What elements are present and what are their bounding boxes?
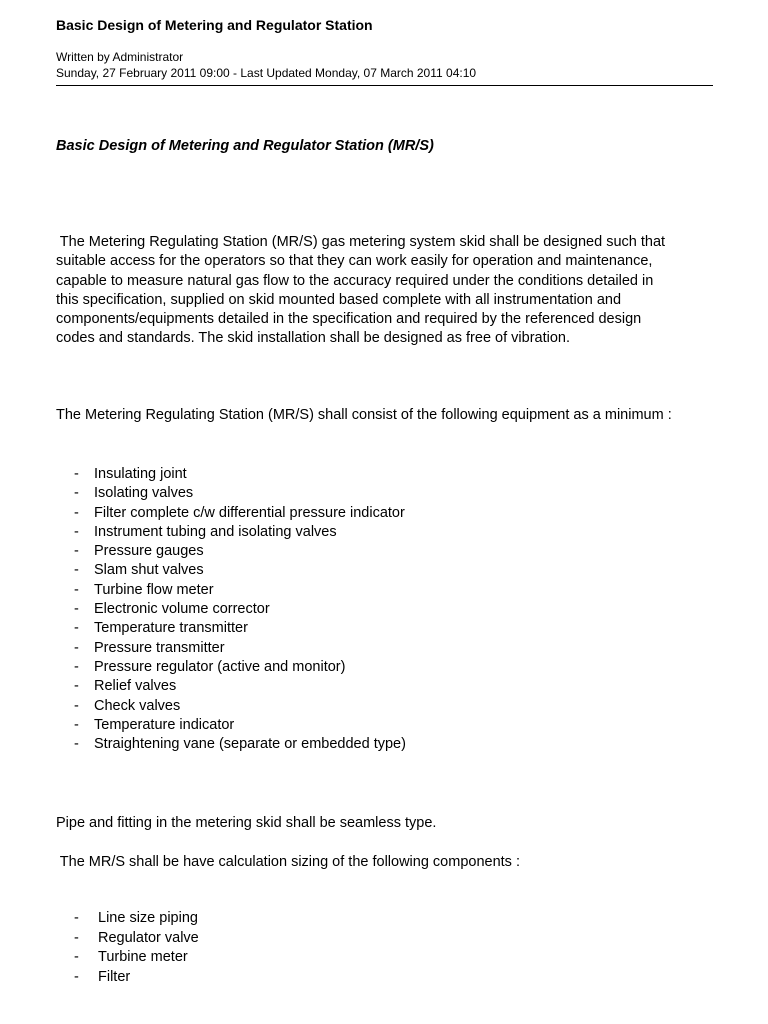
intro-line: codes and standards. The skid installation shall be designed as free of vibration. [56, 330, 570, 347]
equipment-list [56, 465, 406, 754]
bullet-dash: - [74, 968, 79, 985]
intro-line: The Metering Regulating Station (MR/S) gas metering system skid shall be designed such that [56, 234, 666, 250]
bullet-dash: - [74, 562, 79, 579]
list-item-label: Isolating valves [94, 485, 194, 502]
sizing-intro-text: The MR/S shall be have calculation sizing of the following components : [56, 854, 520, 870]
bullet-dash: - [74, 601, 79, 618]
list-item-label: Turbine flow meter [94, 581, 214, 598]
intro-line: this specification, supplied on skid mounted based complete with all instrumentation and [56, 291, 622, 308]
bullet-dash: - [74, 466, 79, 482]
list-item [56, 600, 406, 619]
list-item-label: Pressure regulator (active and monitor) [94, 658, 346, 675]
list-item [56, 504, 406, 523]
intro-paragraph [56, 233, 736, 349]
bullet-dash: - [74, 716, 79, 733]
document-header-title: Basic Design of Metering and Regulator Station [56, 17, 373, 33]
header-divider [56, 85, 713, 86]
list-item-label: Instrument tubing and isolating valves [94, 523, 337, 540]
bullet-dash: - [74, 697, 79, 714]
date-line: Sunday, 27 February 2011 09:00 - Last Updated Monday, 07 March 2011 04:10 [56, 66, 477, 80]
list-item [56, 542, 406, 561]
list-item-label: Regulator valve [98, 929, 199, 946]
intro-line: capable to measure natural gas flow to the accuracy required under the conditions detailed in [56, 272, 654, 289]
list-item-label: Temperature indicator [94, 716, 235, 733]
intro-line: components/equipments detailed in the specification and required by the referenced design [56, 311, 642, 328]
list-item [56, 658, 406, 677]
list-item-label: Slam shut valves [94, 562, 204, 579]
list-item [56, 697, 406, 716]
list-item [56, 929, 199, 949]
pipe-fitting-text: Pipe and fitting in the metering skid shall be seamless type. [56, 815, 437, 831]
author-line: Written by Administrator [56, 50, 184, 64]
list-item-label: Filter complete c/w differential pressure indicator [94, 504, 405, 521]
bullet-dash: - [74, 949, 79, 965]
list-item [56, 561, 406, 580]
list-item-label: Relief valves [94, 678, 177, 695]
bullet-dash: - [74, 929, 79, 946]
list-item [56, 465, 406, 484]
list-item-label: Check valves [94, 697, 181, 714]
list-item-label: Temperature transmitter [94, 620, 248, 637]
bullet-dash: - [74, 581, 79, 598]
bullet-dash: - [74, 910, 79, 926]
intro-line: suitable access for the operators so that they can work easily for operation and maintenance, [56, 253, 653, 270]
document-meta [56, 49, 476, 81]
bullet-dash: - [74, 485, 79, 502]
bullet-dash: - [74, 658, 79, 675]
list-item-label: Pressure transmitter [94, 639, 225, 656]
list-item [56, 909, 199, 929]
article-heading: Basic Design of Metering and Regulator Station (MR/S) [56, 138, 434, 154]
list-item-label: Turbine meter [98, 949, 188, 965]
bullet-dash: - [74, 543, 79, 560]
list-item [56, 619, 406, 638]
list-item-label: Filter [98, 968, 131, 985]
bullet-dash: - [74, 523, 79, 540]
list-item [56, 523, 406, 542]
list-item-label: Pressure gauges [94, 543, 204, 560]
list-item [56, 677, 406, 696]
list-item [56, 639, 406, 658]
list-item [56, 716, 406, 735]
list-item-label: Electronic volume corrector [94, 601, 270, 618]
bullet-dash: - [74, 639, 79, 656]
list-item [56, 968, 199, 988]
bullet-dash: - [74, 736, 79, 753]
list-item-label: Insulating joint [94, 466, 187, 482]
bullet-dash: - [74, 504, 79, 521]
list-item [56, 484, 406, 503]
bullet-dash: - [74, 620, 79, 637]
list-item-label: Straightening vane (separate or embedded type) [94, 736, 406, 753]
list-item [56, 581, 406, 600]
equipment-intro-text: The Metering Regulating Station (MR/S) shall consist of the following equipment as a minimum : [56, 407, 672, 423]
list-item-label: Line size piping [98, 910, 198, 926]
list-item [56, 948, 199, 968]
bullet-dash: - [74, 678, 79, 695]
list-item [56, 735, 406, 754]
components-list [56, 909, 199, 987]
